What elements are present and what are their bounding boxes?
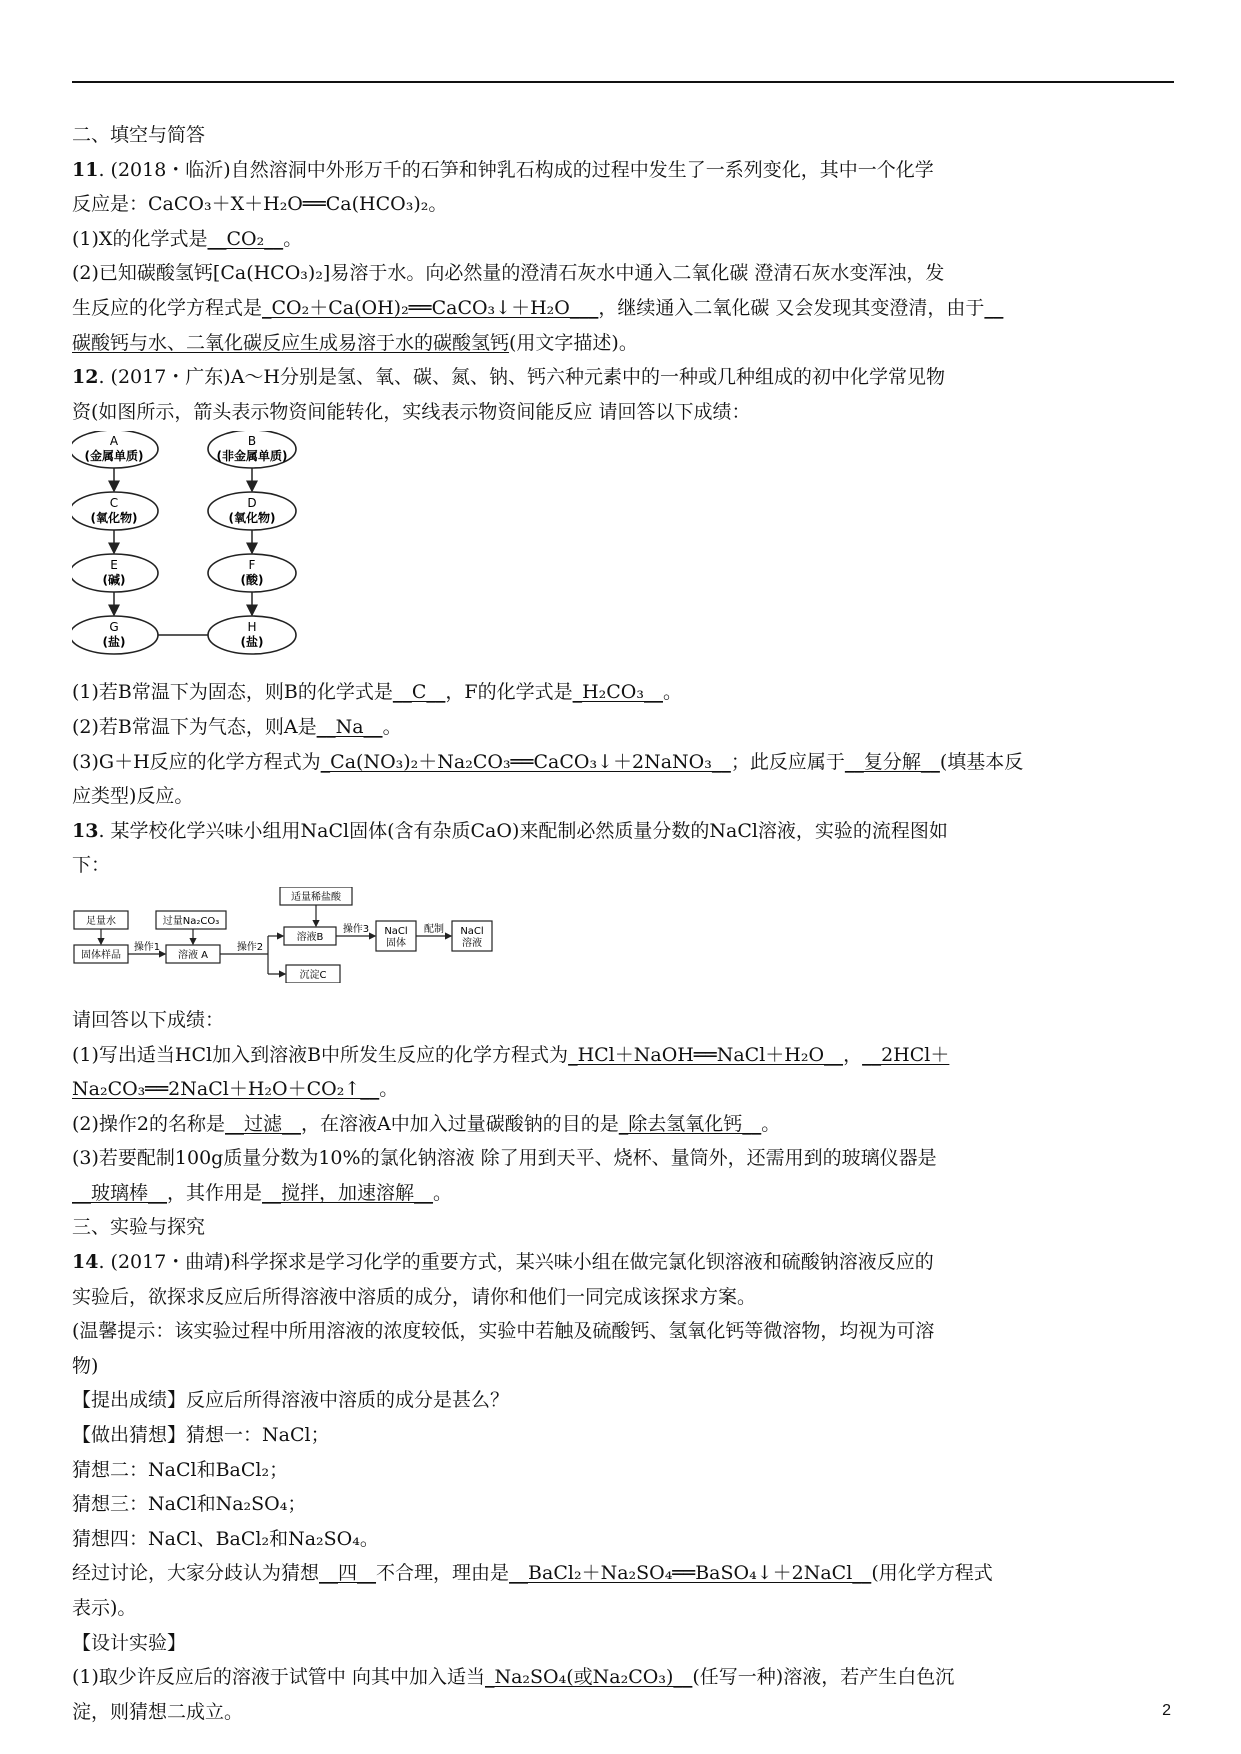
- svg-text:过量Na₂CO₃: 过量Na₂CO₃: [162, 915, 220, 927]
- flow-box-sample: [74, 945, 128, 963]
- text-line: [72, 1522, 1212, 1557]
- answer-blank: Na₂CO₃══2NaCl＋H₂O＋CO₂↑__: [72, 1078, 380, 1101]
- svg-text:(非金属单质): (非金属单质): [216, 449, 288, 464]
- text-segment: 。: [283, 227, 303, 250]
- text-segment: (2)已知碳酸氢钙[Ca(HCO₃)₂]易溶于水。向必然量的澄清石灰水中通入二氧化碳 澄清石灰水变浑浊，发: [72, 262, 945, 285]
- text-segment: 13: [72, 819, 99, 842]
- svg-text:C: C: [109, 496, 119, 511]
- text-segment: 。: [433, 1181, 453, 1204]
- text-segment: (2)若B常温下为气态，则A是: [72, 715, 317, 738]
- answer-blank: __C__: [392, 681, 446, 704]
- text-segment: 。: [379, 1078, 399, 1101]
- text-line: [72, 1695, 1212, 1730]
- answer-blank: __: [984, 296, 1004, 319]
- text-segment: (1)写出适当HCl加入到溶液B中所发生反应的化学方程式为: [72, 1043, 569, 1066]
- text-segment: 淀，则猜想二成立。: [72, 1700, 244, 1723]
- answer-blank: _Na₂SO₄(或Na₂CO₃)__: [484, 1666, 693, 1689]
- text-segment: 二、填空与简答: [72, 124, 206, 146]
- svg-text:(盐): (盐): [102, 635, 126, 650]
- svg-text:(氧化物): (氧化物): [90, 511, 138, 526]
- svg-text:E: E: [110, 558, 118, 573]
- svg-text:F: F: [248, 558, 256, 573]
- text-line: [72, 1453, 1212, 1488]
- answer-blank: __复分解__: [844, 750, 940, 773]
- flow-box-naclsol: [452, 921, 492, 951]
- svg-text:NaCl: NaCl: [384, 925, 408, 937]
- text-line: [72, 222, 1212, 257]
- svg-text:固体样品: 固体样品: [81, 949, 121, 961]
- text-segment: ，其作用是: [167, 1181, 263, 1204]
- text-line: [72, 1660, 1212, 1695]
- text-line: [72, 1107, 1212, 1142]
- answer-blank: __玻璃棒__: [72, 1181, 168, 1204]
- text-segment: 经过讨论，大家分歧认为猜想: [72, 1562, 320, 1585]
- figure-flowchart: [72, 883, 1212, 1003]
- text-segment: 请回答以下成绩：: [72, 1008, 225, 1031]
- text-segment: 不合理，理由是: [376, 1562, 510, 1585]
- answer-blank: _HCl＋NaOH══NaCl＋H₂O__: [568, 1043, 844, 1066]
- text-line: [72, 814, 1212, 849]
- svg-text:D: D: [247, 496, 257, 511]
- text-segment: 猜想四：NaCl、BaCl₂和Na₂SO₄。: [72, 1527, 379, 1550]
- text-line: [72, 779, 1212, 814]
- text-segment: 生反应的化学方程式是: [72, 296, 263, 319]
- text-segment: 14: [72, 1251, 99, 1274]
- node-E: [72, 554, 158, 592]
- node-D: [208, 492, 296, 530]
- text-segment: (用文字描述)。: [509, 331, 638, 354]
- text-segment: . 某学校化学兴味小组用NaCl固体(含有杂质CaO)来配制必然质量分数的NaCl溶液，实验的流程图如: [98, 819, 948, 842]
- text-segment: (任写一种)溶液，若产生白色沉: [692, 1666, 955, 1689]
- text-line: [72, 326, 1212, 361]
- text-segment: . (2017・曲靖)科学探求是学习化学的重要方式，某兴味小组在做完氯化钡溶液和硫酸钠溶液反应的: [98, 1251, 934, 1274]
- text-segment: 猜想二：NaCl和BaCl₂；: [72, 1458, 289, 1481]
- edge-label-nacl: 配制: [424, 923, 444, 935]
- text-segment: (1)取少许反应后的溶液于试管中 向其中加入适当: [72, 1666, 485, 1689]
- text-line: [72, 153, 1212, 188]
- text-line: [72, 710, 1212, 745]
- svg-text:适量稀盐酸: 适量稀盐酸: [291, 891, 341, 903]
- text-segment: ，继续通入二氧化碳 又会发现其变澄清，由于: [598, 296, 985, 319]
- svg-text:B: B: [247, 434, 257, 449]
- edge-label-solB: 操作3: [342, 923, 370, 935]
- text-segment: (用化学方程式: [871, 1562, 993, 1585]
- answer-blank: __四__: [319, 1562, 377, 1585]
- svg-text:NaCl: NaCl: [460, 925, 484, 937]
- text-line: [72, 1072, 1212, 1107]
- text-line: [72, 1038, 1212, 1073]
- edge-label-sample: 操作1: [133, 941, 161, 953]
- text-line: [72, 395, 1212, 430]
- svg-text:足量水: 足量水: [86, 915, 116, 927]
- flow-box-solB: [284, 927, 336, 945]
- text-segment: 【提出成绩】反应后所得溶液中溶质的成分是甚么？: [72, 1389, 510, 1412]
- text-line: [72, 360, 1212, 395]
- text-segment: 。: [382, 715, 402, 738]
- flow-box-water: [74, 911, 128, 929]
- svg-text:固体: 固体: [386, 937, 406, 949]
- node-A: [72, 431, 158, 468]
- node-G: [72, 616, 158, 654]
- answer-blank: __BaCl₂＋Na₂SO₄══BaSO₄↓＋2NaCl__: [509, 1562, 872, 1585]
- text-segment: 表示)。: [72, 1597, 137, 1619]
- text-line: [72, 1003, 1212, 1038]
- svg-text:(酸): (酸): [240, 573, 264, 588]
- text-line: [72, 256, 1212, 291]
- text-segment: 【设计实验】: [72, 1631, 187, 1654]
- node-B: [208, 431, 296, 468]
- svg-text:沉淀C: 沉淀C: [299, 969, 327, 981]
- text-segment: ，: [843, 1043, 863, 1066]
- svg-text:溶液B: 溶液B: [296, 931, 324, 943]
- page-number: 2: [1162, 1702, 1171, 1719]
- text-segment: (1)X的化学式是: [72, 227, 208, 250]
- svg-text:(碱): (碱): [102, 573, 126, 588]
- text-segment: 应类型)反应。: [72, 785, 194, 808]
- edge-label-solA: 操作2: [236, 941, 264, 953]
- answer-blank: __搅拌，加速溶解__: [262, 1181, 434, 1204]
- node-C: [72, 492, 158, 530]
- answer-blank: _CO₂＋Ca(OH)₂══CaCO₃↓＋H₂O___: [262, 296, 599, 319]
- text-line: [72, 118, 1212, 153]
- svg-text:溶液 A: 溶液 A: [177, 949, 209, 961]
- text-line: [72, 1626, 1212, 1661]
- text-line: [72, 745, 1212, 780]
- text-line: [72, 1487, 1212, 1522]
- svg-text:H: H: [247, 620, 257, 635]
- svg-text:(氧化物): (氧化物): [228, 511, 276, 526]
- svg-text:(盐): (盐): [240, 635, 264, 650]
- text-line: [72, 1418, 1212, 1453]
- answer-blank: __过滤__: [225, 1112, 302, 1135]
- text-segment: ，在溶液A中加入过量碳酸钠的目的是: [301, 1112, 619, 1135]
- text-line: [72, 1314, 1212, 1349]
- text-line: [72, 848, 1212, 883]
- answer-blank: __Na__: [316, 715, 383, 738]
- text-segment: 三、实验与探究: [72, 1216, 206, 1239]
- text-segment: 猜想三：NaCl和Na₂SO₄；: [72, 1493, 307, 1516]
- text-line: [72, 1280, 1212, 1315]
- flow-box-hcl: [280, 887, 352, 905]
- flow-box-na2co3: [156, 911, 226, 929]
- text-line: [72, 1245, 1212, 1280]
- text-segment: (3)G＋H反应的化学方程式为: [72, 750, 321, 773]
- flow-box-ppt: [286, 965, 340, 983]
- node-F: [208, 554, 296, 592]
- answer-blank: _Ca(NO₃)₂＋Na₂CO₃══CaCO₃↓＋2NaNO₃__: [320, 750, 731, 773]
- text-segment: 【做出猜想】猜想一：NaCl；: [72, 1424, 330, 1447]
- text-line: [72, 675, 1212, 710]
- text-segment: 。: [663, 681, 683, 704]
- text-line: [72, 187, 1212, 222]
- svg-text:A: A: [109, 434, 119, 449]
- answer-blank: _除去氢氧化钙__: [618, 1112, 762, 1135]
- header-rule: [72, 81, 1174, 83]
- text-segment: 实验后，欲探求反应后所得溶液中溶质的成分，请你和他们一同完成该探求方案。: [72, 1285, 757, 1308]
- text-segment: (1)若B常温下为固态，则B的化学式是: [72, 681, 393, 704]
- text-segment: (3)若要配制100g质量分数为10%的氯化钠溶液 除了用到天平、烧杯、量筒外，还需用到的玻璃仪器是: [72, 1147, 937, 1170]
- text-line: [72, 1210, 1212, 1245]
- figure-reaction-network: [72, 429, 1212, 675]
- answer-blank: _H₂CO₃__: [572, 681, 663, 704]
- node-H: [208, 616, 296, 654]
- text-segment: (温馨提示：该实验过程中所用溶液的浓度较低，实验中若触及硫酸钙、氢氧化钙等微溶物，均视为可溶: [72, 1320, 935, 1343]
- reaction-network-diagram: [72, 431, 312, 657]
- text-segment: 。: [761, 1112, 781, 1135]
- text-line: [72, 1383, 1212, 1418]
- text-line: [72, 1591, 1212, 1626]
- text-segment: 12: [72, 366, 99, 389]
- text-segment: (2)操作2的名称是: [72, 1112, 226, 1135]
- svg-text:G: G: [109, 620, 119, 635]
- text-segment: 反应是：CaCO₃＋X＋H₂O══Ca(HCO₃)₂。: [72, 193, 448, 216]
- text-line: [72, 291, 1212, 326]
- svg-text:溶液: 溶液: [462, 937, 482, 949]
- text-line: [72, 1141, 1212, 1176]
- answer-blank: __2HCl＋: [862, 1043, 950, 1066]
- text-segment: ，F的化学式是: [445, 681, 573, 704]
- answer-blank: __CO₂__: [207, 227, 284, 250]
- flow-box-solA: [166, 945, 220, 963]
- svg-text:(金属单质): (金属单质): [84, 449, 144, 464]
- text-segment: (填基本反: [939, 750, 1024, 773]
- text-line: [72, 1556, 1212, 1591]
- process-flowchart: [72, 887, 512, 983]
- document-body: [72, 118, 1212, 1729]
- text-segment: 物): [72, 1354, 99, 1377]
- text-line: [72, 1176, 1212, 1211]
- text-segment: . (2017・广东)A～H分别是氢、氧、碳、氮、钠、钙六种元素中的一种或几种组成的初中化学常见物: [98, 366, 946, 389]
- text-segment: 下：: [72, 854, 111, 877]
- text-line: [72, 1349, 1212, 1384]
- text-segment: . (2018・临沂)自然溶洞中外形万千的石笋和钟乳石构成的过程中发生了一系列变化，其中一个化学: [98, 158, 934, 181]
- text-segment: 资(如图所示，箭头表示物资间能转化，实线表示物资间能反应 请回答以下成绩：: [72, 400, 751, 423]
- text-segment: 11: [72, 158, 99, 181]
- text-segment: ；此反应属于: [730, 750, 845, 773]
- answer-blank: 碳酸钙与水、二氧化碳反应生成易溶于水的碳酸氢钙: [72, 331, 510, 354]
- flow-box-nacl: [376, 921, 416, 951]
